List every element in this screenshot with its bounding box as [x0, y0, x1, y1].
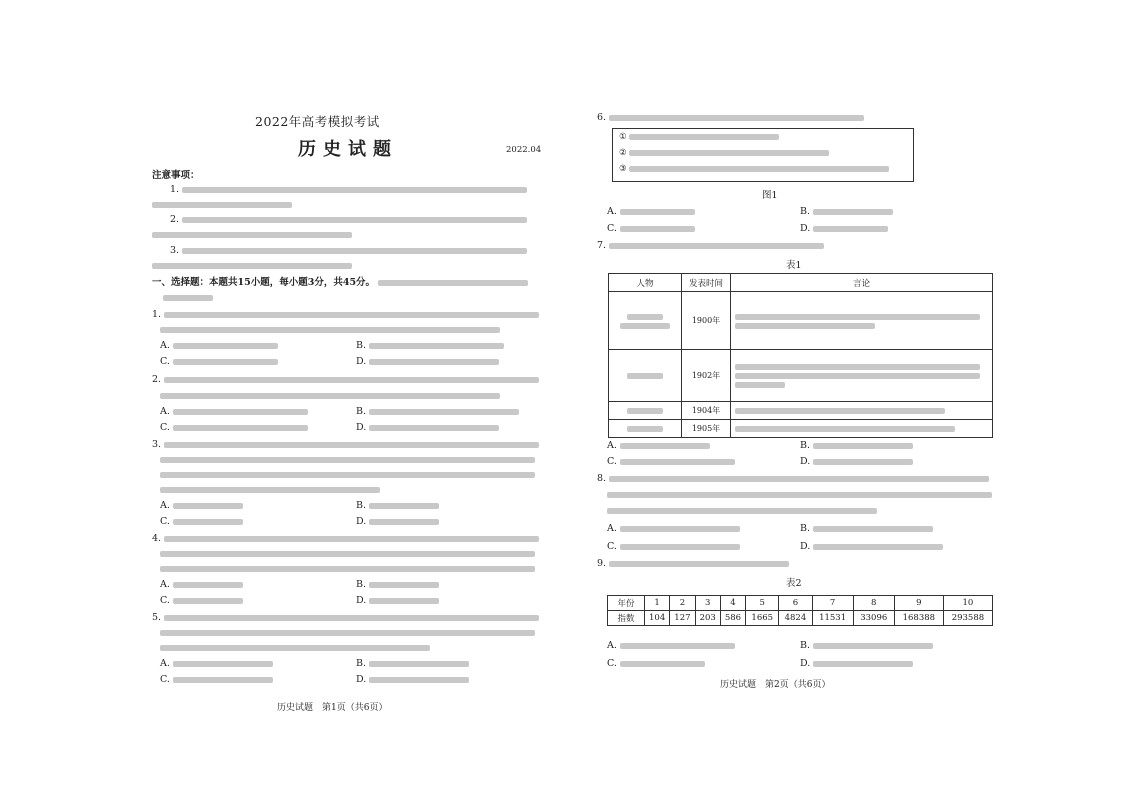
table-2-index: 104: [645, 611, 670, 626]
question-4: 4.: [152, 533, 539, 545]
note-2-cont: [152, 229, 352, 241]
subject-title: 历史试题: [298, 139, 398, 160]
q9-option-c: C.: [607, 658, 705, 669]
question-8-cont-2: [607, 505, 877, 517]
note-1-cont: [152, 199, 292, 211]
q6-option-d: D.: [800, 223, 888, 234]
q8-option-c: C.: [607, 541, 740, 552]
question-5: 5.: [152, 612, 539, 624]
left-page: [0, 0, 561, 794]
table-1-header-speech: 言论: [731, 274, 993, 292]
figure-1-line-1: ①: [613, 129, 913, 145]
q8-option-a: A.: [607, 523, 740, 534]
table-2-year: 7: [812, 596, 853, 611]
q7-option-d: D.: [800, 456, 913, 467]
q1-option-d: D.: [356, 356, 499, 367]
q9-option-a: A.: [607, 640, 735, 651]
table-2-year: 2: [670, 596, 695, 611]
question-8: 8.: [597, 473, 989, 485]
table-2-year: 8: [853, 596, 894, 611]
section-heading-cont: [163, 292, 213, 304]
table-row: [609, 402, 993, 420]
q6-option-b: B.: [800, 206, 893, 217]
q8-option-d: D.: [800, 541, 943, 552]
table-1-person: [609, 402, 682, 420]
table-1-speech: [731, 292, 993, 350]
question-1: 1.: [152, 309, 539, 321]
question-3: 3.: [152, 439, 539, 451]
table-2-year: 5: [746, 596, 779, 611]
question-8-cont-1: [607, 489, 992, 501]
table-2-index: 11531: [812, 611, 853, 626]
question-2-cont: [160, 390, 500, 402]
notes-heading: 注意事项：: [152, 170, 200, 181]
table-2-index: 168388: [894, 611, 943, 626]
table-row: [609, 350, 993, 402]
q4-option-a: A.: [160, 579, 243, 590]
q2-option-c: C.: [160, 422, 308, 433]
table-2-index: 4824: [779, 611, 812, 626]
note-3: 3.: [170, 245, 527, 257]
page-footer-left: 历史试题 第1页（共6页）: [277, 703, 388, 713]
figure-1-caption: 图1: [762, 190, 778, 201]
section-heading: 一、选择题：本题共15小题，每小题3分，共45分。: [152, 277, 528, 289]
q9-option-b: B.: [800, 640, 933, 651]
q1-option-b: B.: [356, 340, 504, 351]
table-1-year: 1904年: [682, 402, 731, 420]
table-2-row-label: 指数: [608, 611, 645, 626]
table-1-speech: [731, 350, 993, 402]
figure-1-line-3: ③: [613, 161, 913, 177]
table-1-header-person: 人物: [609, 274, 682, 292]
question-1-cont: [160, 324, 500, 336]
table-row: [609, 292, 993, 350]
page-footer-right: 历史试题 第2页（共6页）: [720, 680, 831, 690]
table-2-index: 293588: [943, 611, 992, 626]
q4-option-c: C.: [160, 595, 243, 606]
note-1: 1.: [170, 184, 527, 196]
question-7: 7.: [597, 240, 824, 252]
table-2-index: 586: [720, 611, 745, 626]
table-1-header-year: 发表时间: [682, 274, 731, 292]
q7-option-a: A.: [607, 440, 710, 451]
table-2-year: 3: [695, 596, 720, 611]
q2-option-b: B.: [356, 406, 519, 417]
table-2-index: 127: [670, 611, 695, 626]
table-2-caption: 表2: [786, 578, 802, 589]
table-2-index: 203: [695, 611, 720, 626]
table-1-year: 1902年: [682, 350, 731, 402]
q3-option-a: A.: [160, 500, 243, 511]
table-row: [609, 420, 993, 438]
table-1-year: 1905年: [682, 420, 731, 438]
q5-option-b: B.: [356, 658, 469, 669]
q1-option-a: A.: [160, 340, 278, 351]
q3-option-c: C.: [160, 516, 243, 527]
q5-option-c: C.: [160, 674, 273, 685]
q6-option-a: A.: [607, 206, 695, 217]
table-1-caption: 表1: [786, 260, 802, 271]
table-2-row-label: 年份: [608, 596, 645, 611]
q7-option-c: C.: [607, 456, 735, 467]
table-1-person: [609, 350, 682, 402]
q9-option-d: D.: [800, 658, 913, 669]
table-2: [607, 595, 993, 626]
q4-option-d: D.: [356, 595, 439, 606]
q4-option-b: B.: [356, 579, 439, 590]
q8-option-b: B.: [800, 523, 933, 534]
table-2-index: 33096: [853, 611, 894, 626]
exam-date: 2022.04: [506, 145, 542, 155]
q2-option-d: D.: [356, 422, 499, 433]
question-3-cont-2: [160, 469, 535, 481]
q2-option-a: A.: [160, 406, 308, 417]
q5-option-d: D.: [356, 674, 469, 685]
question-3-cont-1: [160, 454, 535, 466]
table-1: [608, 273, 993, 438]
table-2-year: 10: [943, 596, 992, 611]
table-2-year: 6: [779, 596, 812, 611]
q3-option-b: B.: [356, 500, 439, 511]
q1-option-c: C.: [160, 356, 278, 367]
note-3-cont: [152, 260, 352, 272]
question-4-cont-2: [160, 563, 535, 575]
q6-option-c: C.: [607, 223, 695, 234]
question-5-cont-2: [160, 642, 430, 654]
q3-option-d: D.: [356, 516, 439, 527]
table-2-index: 1665: [746, 611, 779, 626]
table-1-speech: [731, 420, 993, 438]
figure-1-box: [612, 128, 914, 182]
note-2: 2.: [170, 214, 527, 226]
table-1-speech: [731, 402, 993, 420]
exam-title: 2022年高考模拟考试: [255, 114, 380, 129]
question-4-cont-1: [160, 548, 535, 560]
q5-option-a: A.: [160, 658, 273, 669]
table-1-year: 1900年: [682, 292, 731, 350]
question-5-cont-1: [160, 627, 535, 639]
question-2: 2.: [152, 374, 539, 386]
question-9: 9.: [597, 558, 789, 570]
q7-option-b: B.: [800, 440, 913, 451]
question-3-cont-3: [160, 484, 380, 496]
question-6: 6.: [597, 112, 864, 124]
table-2-year: 4: [720, 596, 745, 611]
figure-1-line-2: ②: [613, 145, 913, 161]
table-1-person: [609, 420, 682, 438]
table-1-person: [609, 292, 682, 350]
table-2-year: 1: [645, 596, 670, 611]
table-2-year: 9: [894, 596, 943, 611]
